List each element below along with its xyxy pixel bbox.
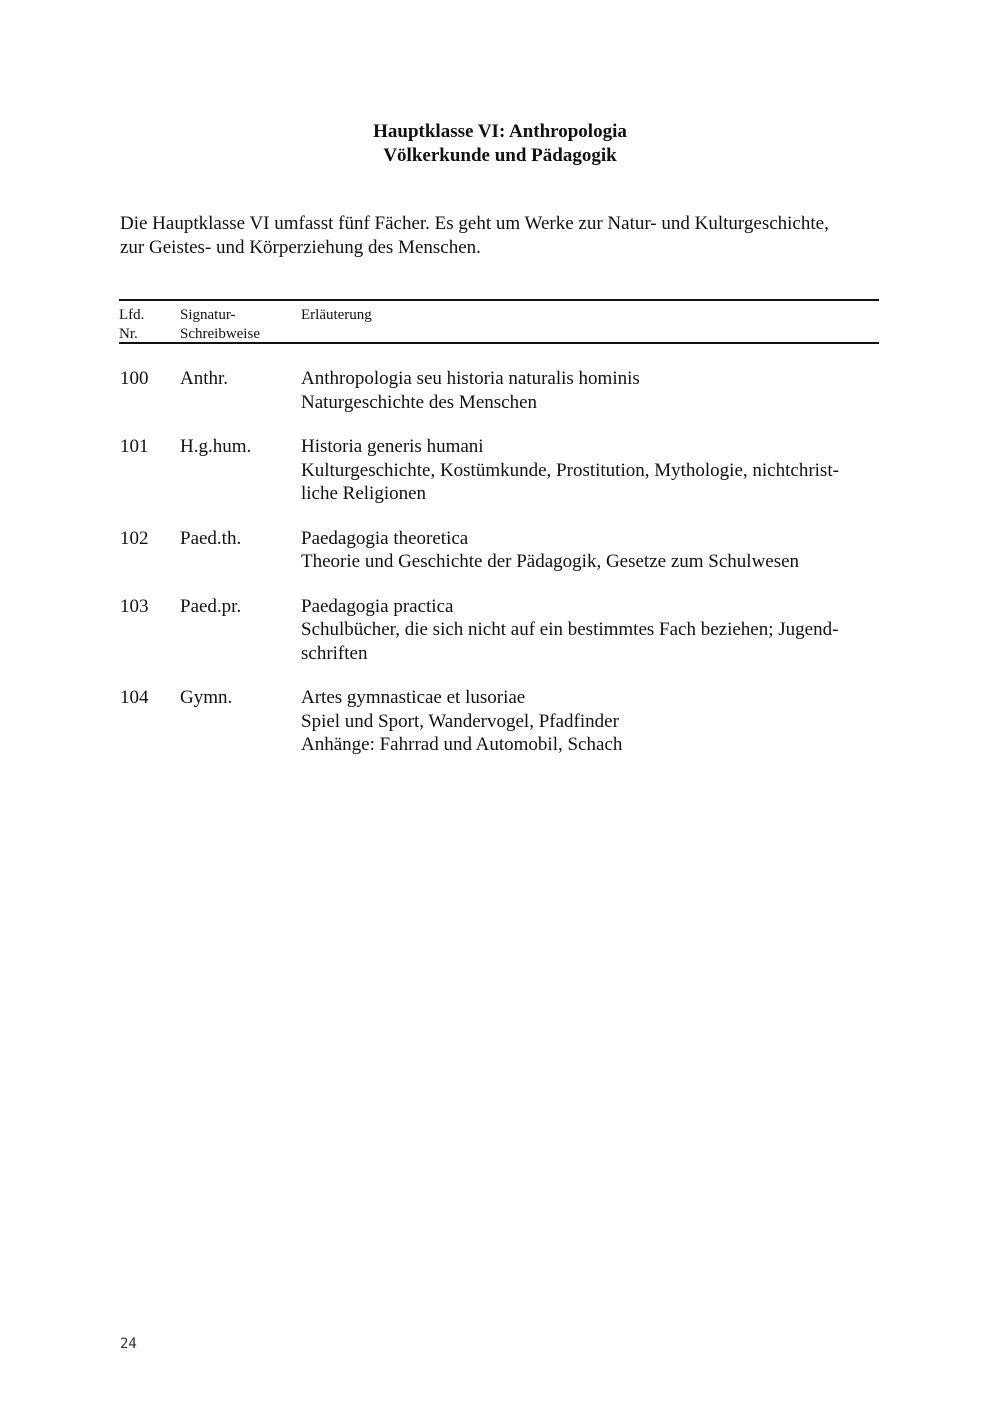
row-description [301, 595, 876, 666]
header-signatur-line-2: Schreibweise [180, 326, 260, 342]
row-description-line: Anthropologia seu historia naturalis hominis [301, 368, 640, 389]
row-signatur: Paed.pr. [180, 595, 242, 617]
table-header-rule [119, 342, 879, 344]
row-description-line: liche Religionen [301, 483, 427, 504]
row-description-line: schriften [301, 642, 368, 664]
row-description-line: Schulbücher, die sich nicht auf ein bestimmtes Fach beziehen; Jugend- [301, 619, 839, 640]
table-row [120, 435, 880, 506]
row-description-line: Spiel und Sport, Wandervogel, Pfadfinder [301, 710, 619, 732]
row-description-line: Artes gymnasticae et lusoriae [301, 687, 526, 708]
header-signatur [180, 306, 260, 344]
row-number: 100 [120, 368, 149, 389]
row-description-line: Historia generis humani [301, 436, 484, 457]
row-description-line: Theorie und Geschichte der Pädagogik, Gesetze zum Schulwesen [301, 551, 800, 572]
header-nr-line-1: Lfd. [119, 307, 145, 323]
header-nr [119, 306, 144, 344]
table-entries [120, 367, 880, 778]
row-number: 102 [120, 527, 149, 549]
row-description [301, 367, 876, 414]
header-nr-line-2: Nr. [119, 326, 138, 342]
header-signatur-line-1: Signatur- [180, 307, 236, 323]
row-signatur: Gymn. [180, 687, 233, 708]
page-title-line-1: Hauptklasse VI: Anthropologia [373, 121, 627, 142]
row-signatur: Anthr. [180, 368, 229, 389]
row-description-line: Paedagogia theoretica [301, 527, 469, 549]
table-row [120, 367, 880, 414]
row-number: 101 [120, 436, 149, 457]
intro-paragraph [120, 212, 890, 260]
row-description-line: Naturgeschichte des Menschen [301, 391, 538, 413]
page-number: 24 [120, 1336, 137, 1352]
table-top-rule [119, 299, 879, 301]
table-row [120, 527, 880, 574]
row-description [301, 686, 876, 757]
header-erlaeuterung [301, 306, 372, 325]
table-row [120, 595, 880, 666]
row-description [301, 435, 876, 506]
row-description-line: Anhänge: Fahrrad und Automobil, Schach [301, 734, 623, 755]
table-row [120, 686, 880, 757]
intro-line-1: Die Hauptklasse VI umfasst fünf Fächer. Es geht um Werke zur Natur- und Kulturgeschichte, [120, 213, 829, 234]
page-title-line-2: Völkerkunde und Pädagogik [383, 145, 617, 166]
row-signatur: H.g.hum. [180, 436, 252, 457]
header-erlaeuterung-label: Erläuterung [301, 307, 372, 323]
row-description [301, 527, 876, 574]
intro-line-2: zur Geistes- und Körperziehung des Menschen. [120, 237, 481, 258]
row-description-line: Paedagogia practica [301, 595, 454, 617]
row-signatur: Paed.th. [180, 527, 242, 549]
row-description-line: Kulturgeschichte, Kostümkunde, Prostitution, Mythologie, nichtchrist- [301, 459, 839, 481]
row-number: 103 [120, 595, 149, 617]
row-number: 104 [120, 687, 149, 708]
